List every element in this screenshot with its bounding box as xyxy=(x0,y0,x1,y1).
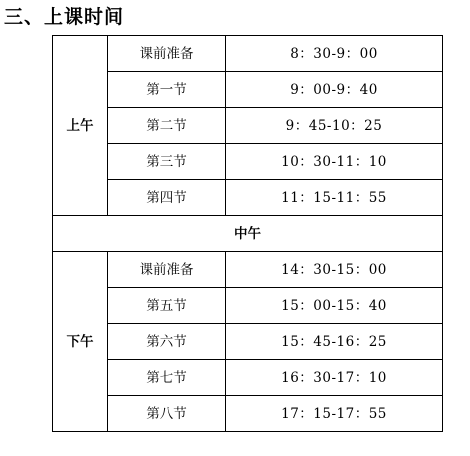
session-name: 第六节 xyxy=(108,324,226,360)
session-name: 第七节 xyxy=(108,360,226,396)
session-time: 9：45-10：25 xyxy=(226,108,443,144)
table-row xyxy=(53,108,443,144)
afternoon-label: 下午 xyxy=(53,252,108,432)
table-row xyxy=(53,72,443,108)
table-row xyxy=(53,144,443,180)
session-time: 14：30-15：00 xyxy=(226,252,443,288)
morning-label: 上午 xyxy=(53,36,108,216)
session-name: 第二节 xyxy=(108,108,226,144)
session-time: 8：30-9：00 xyxy=(226,36,443,72)
noon-row xyxy=(53,216,443,252)
session-time: 15：00-15：40 xyxy=(226,288,443,324)
table-row xyxy=(53,396,443,432)
session-name: 第三节 xyxy=(108,144,226,180)
table-row xyxy=(53,324,443,360)
session-name: 课前准备 xyxy=(108,252,226,288)
session-time: 16：30-17：10 xyxy=(226,360,443,396)
section-heading: 三、上课时间 xyxy=(4,6,125,28)
session-name: 第四节 xyxy=(108,180,226,216)
noon-label: 中午 xyxy=(53,216,443,252)
session-name: 第一节 xyxy=(108,72,226,108)
class-schedule-table xyxy=(52,35,443,432)
table-row xyxy=(53,180,443,216)
session-time: 17：15-17：55 xyxy=(226,396,443,432)
session-name: 第八节 xyxy=(108,396,226,432)
table-row xyxy=(53,252,443,288)
session-time: 15：45-16：25 xyxy=(226,324,443,360)
session-name: 第五节 xyxy=(108,288,226,324)
table-row xyxy=(53,288,443,324)
session-name: 课前准备 xyxy=(108,36,226,72)
table-row xyxy=(53,36,443,72)
session-time: 9：00-9：40 xyxy=(226,72,443,108)
table-row xyxy=(53,360,443,396)
session-time: 10：30-11：10 xyxy=(226,144,443,180)
session-time: 11：15-11：55 xyxy=(226,180,443,216)
